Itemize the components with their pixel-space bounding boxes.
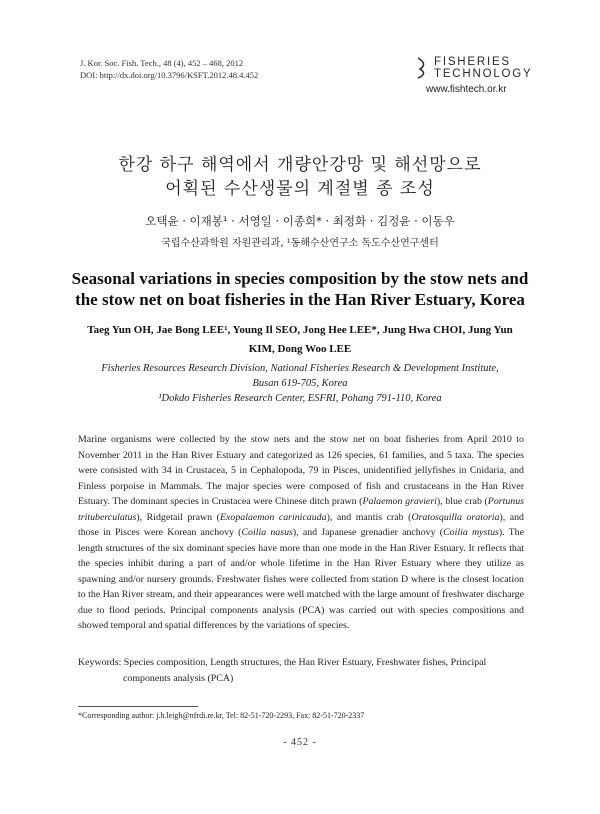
affiliation-1: Fisheries Resources Research Division, National Fisheries Research & Development Institute, bbox=[101, 363, 499, 374]
english-title-line2: the stow net on boat fisheries in the Han River Estuary, Korea bbox=[75, 290, 525, 309]
korean-title-line1: 한강 하구 해역에서 개량안강망 및 해선망으로 bbox=[118, 155, 482, 175]
keywords-line2: components analysis (PCA) bbox=[123, 672, 234, 684]
fish-logo-icon bbox=[416, 56, 430, 80]
keywords bbox=[78, 655, 524, 686]
corresponding-author-footnote: *Corresponding author: j.h.leigh@nfrdi.re.kr, Tel: 82-51-720-2293, Fax: 82-51-720-2337 bbox=[78, 711, 365, 720]
abstract-text: ). The length structures of the six dominant species have more than one mode in the Han River Estuary. It reflects that the species inhibit during a part of and/or whole lifetime in the Han River Estuary where they utilize as spawning and/or nursery grounds. Freshwater fishes were collected from station D where is the closest location to the Han River stream, and their appearances were well matched with the large amount of freshwater discharge due to flood periods. Principal components analysis (PCA) was carried out with species compositions and showed temporal and spatial differences by the variations of species. bbox=[78, 527, 525, 631]
logo-line2: TECHNOLOGY bbox=[434, 68, 533, 80]
doi-link[interactable]: DOI: http://dx.doi.org/10.3796/KSFT.2012.48.4.452 bbox=[80, 70, 259, 80]
journal-logo bbox=[416, 56, 536, 95]
species-name: Coilia mystus bbox=[443, 527, 499, 538]
journal-citation: J. Kor. Soc. Fish. Tech., 48 (4), 452 – 468, 2012 bbox=[80, 58, 244, 68]
korean-title-line2: 어획된 수산생물의 계절별 종 조성 bbox=[165, 179, 435, 199]
english-authors-line2: KIM, Dong Woo LEE bbox=[248, 343, 352, 355]
abstract-text: ), blue crab ( bbox=[436, 496, 488, 507]
species-name: Coilia nasus bbox=[241, 527, 293, 538]
abstract-text: ), and those in Pisces were Korean anchovy ( bbox=[78, 511, 524, 538]
abstract-text: Marine organisms were collected by the stow nets and the stow net on boat fisheries from April 2010 to November 2011 in the Han River Estuary and categorized as 126 species, 61 families, and 5 taxa. The species were consisted with 34 in Crustacea, 5 in Cephalopoda, 79 in Pisces, unidentified jellyfishes in Cnidaria, and Finless porpoise in Mammals. The major species were composed of fish and crustaceans in the Han River Estuary. The dominant species in Crustacea were Chinese ditch prawn ( bbox=[78, 434, 524, 507]
korean-authors: 오택윤 · 이재봉¹ · 서영일 · 이종희* · 최정화 · 김정윤 · 이동우 bbox=[145, 214, 455, 228]
species-name: Portunus trituberculatus bbox=[78, 496, 524, 523]
species-name: Exopalaemon carinicauda bbox=[219, 511, 327, 523]
affiliation-3: ¹Dokdo Fisheries Research Center, ESFRI, Pohang 791-110, Korea bbox=[158, 393, 442, 404]
abstract bbox=[78, 432, 524, 634]
species-name: Oratosquilla oratoria bbox=[411, 511, 500, 523]
keywords-line1: Keywords: Species composition, Length structures, the Han River Estuary, Freshwater fishes, Principal bbox=[78, 657, 487, 668]
page-number: - 452 - bbox=[283, 737, 317, 748]
abstract-text: ), and Japanese grenadier anchovy ( bbox=[292, 527, 444, 538]
korean-affiliation: 국립수산과학원 자원관리과, ¹동해수산연구소 독도수산연구센터 bbox=[161, 238, 439, 249]
footnote-divider bbox=[78, 706, 198, 707]
english-authors bbox=[70, 321, 530, 359]
species-name: Palaemon gravieri bbox=[362, 496, 437, 507]
english-authors-line1: Taeg Yun OH, Jae Bong LEE¹, Young Il SEO, Jong Hee LEE*, Jung Hwa CHOI, Jung Yun bbox=[87, 324, 513, 336]
affiliations bbox=[70, 361, 530, 406]
abstract-text: ), Ridgetail prawn ( bbox=[136, 511, 220, 523]
logo-line1: FISHERIES bbox=[434, 56, 511, 68]
journal-url[interactable]: www.fishtech.or.kr bbox=[426, 84, 507, 95]
affiliation-2: Busan 619-705, Korea bbox=[252, 378, 348, 389]
english-title bbox=[60, 268, 540, 310]
abstract-text: ), and mantis crab ( bbox=[326, 511, 412, 523]
english-title-line1: Seasonal variations in species composition by the stow nets and bbox=[71, 269, 529, 288]
